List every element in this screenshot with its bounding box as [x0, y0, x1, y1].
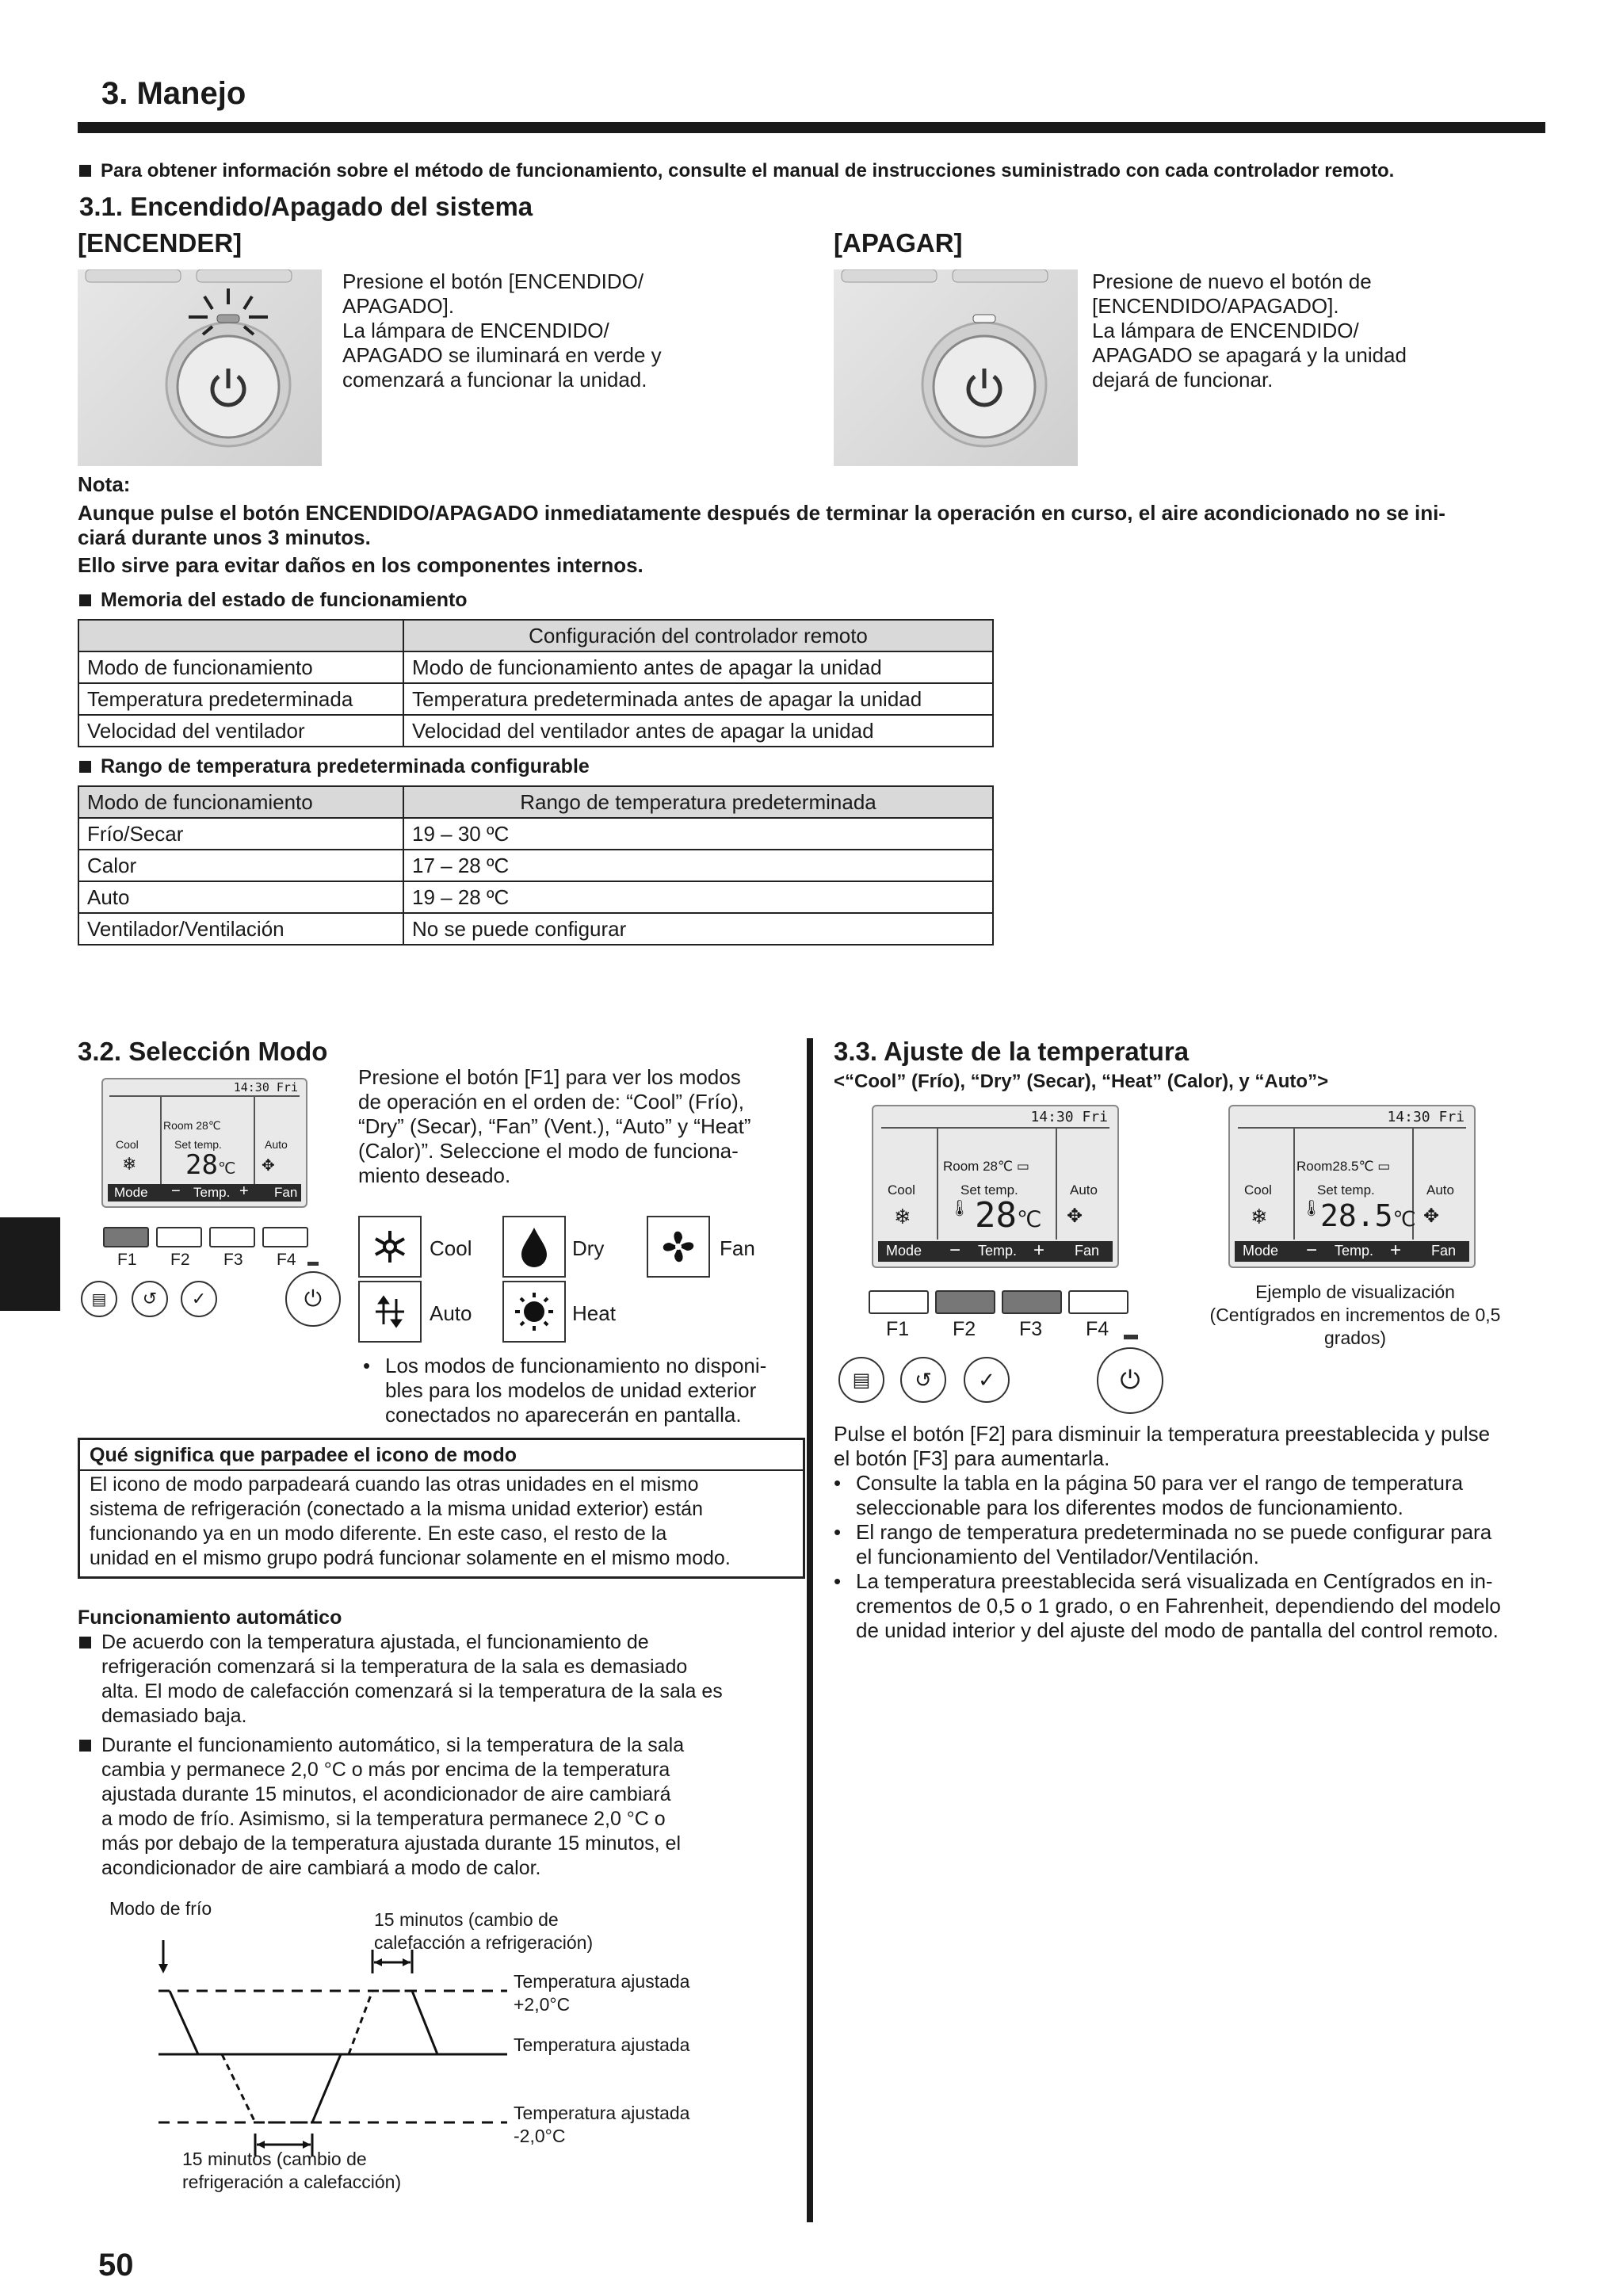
s33-title: 3.3. Ajuste de la temperatura [834, 1037, 1190, 1066]
power-icon: ⏻ [1120, 1366, 1140, 1394]
s32-title: 3.2. Selección Modo [78, 1037, 328, 1066]
auto-title: Funcionamiento automático [78, 1606, 342, 1629]
fan-label: Auto [1070, 1182, 1098, 1198]
heat-icon [502, 1281, 566, 1343]
table-header-row: Configuración del controlador remoto [78, 620, 993, 651]
power-button[interactable] [285, 1271, 341, 1327]
dry-icon [502, 1216, 566, 1278]
range-table [78, 785, 994, 946]
auto-icon [358, 1281, 422, 1343]
table-row: Modo de funcionamiento Modo de funcionamiento antes de apagar la unidad [78, 651, 993, 683]
on-instructions: Presione el botón [ENCENDIDO/ APAGADO]. La lámpara de ENCENDIDO/ APAGADO se iluminará en verde y comenzará a funcionar la unidad. [342, 269, 662, 392]
memory-title: Memoria del estado de funcionamiento [79, 588, 468, 613]
mode-label: Cool [116, 1138, 139, 1151]
example-caption: Ejemplo de visualización (Centígrados en incrementos de 0,5 grados) [1209, 1282, 1501, 1348]
auto-label: Auto [430, 1301, 472, 1325]
f2-button[interactable] [935, 1290, 995, 1314]
table-row: Ventilador/Ventilación No se puede configurar [78, 913, 993, 945]
menu-button[interactable] [81, 1281, 117, 1317]
fan-label-text: Fan [720, 1236, 755, 1260]
cool-icon [358, 1216, 422, 1278]
clock: 14:30 Fri [1387, 1109, 1465, 1125]
s32-description: Presione el botón [F1] para ver los modos de operación en el orden de: “Cool” (Frío), “Dry” (Secar), “Fan” (Vent.), “Auto” y “Heat” (Calor)”. Seleccione el modo de funciona- miento deseado. [358, 1065, 751, 1187]
select-button[interactable] [964, 1357, 1010, 1403]
note: Nota: Aunque pulse el botón ENCENDIDO/APAGADO inmediatamente después de terminar la operación en curso, el aire acondicionado no se ini- ciará durante unos 3 minutos. Ello sirve para evitar daños en los componentes internos. [78, 472, 1445, 577]
table-row: Frío/Secar 19 – 30 ºC [78, 818, 993, 850]
f1-button[interactable] [869, 1290, 929, 1314]
f3-label: F3 [1019, 1318, 1043, 1340]
page-number: 50 [98, 2248, 134, 2283]
f4-button[interactable] [262, 1227, 308, 1247]
minus-label: Temperatura ajustada -2,0°C [514, 2103, 690, 2146]
power-button[interactable] [1097, 1347, 1163, 1414]
f2-label: F2 [170, 1251, 190, 1269]
menu-button[interactable] [838, 1357, 884, 1403]
return-icon: ↺ [142, 1289, 158, 1308]
table-header-row: Modo de funcionamiento Rango de temperatura predeterminada [78, 786, 993, 818]
auto-mode-diagram [143, 1918, 515, 2156]
menu-icon: ▤ [91, 1290, 107, 1308]
fan-auto-icon: ✥ [1423, 1205, 1440, 1227]
set-temp-value: 28℃ [975, 1195, 1042, 1236]
lamp-indicator [1124, 1335, 1138, 1339]
snowflake-icon: ❄ [1251, 1205, 1268, 1228]
auto-bullets: De acuerdo con la temperatura ajustada, el funcionamiento de refrigeración comenzará si la temperatura de la sala es demasiado alta. El modo de calefacción comenzará si la temperatura de la sala es demasiado baja. Durante el funcionamiento automático, si la temperatura de la sala cambia y permanece 2,0 °C o más por encima de la temperatura ajustada durante 15 minutos, el acondicionador de aire cambiará a modo de frío. Asimismo, si la temperatura permanece 2,0 °C o más por debajo de la temperatura ajustada durante 15 minutos, el acondicionador de aire cambiará a modo de calor. [78, 1630, 791, 1881]
fan-auto-icon: ✥ [1067, 1205, 1083, 1227]
menu-icon: ▤ [852, 1369, 871, 1391]
function-bar: Mode − Temp. + Fan [108, 1184, 301, 1201]
fan-label: Auto [1426, 1182, 1454, 1198]
check-icon: ✓ [978, 1367, 995, 1392]
mode-label: Cool [1244, 1182, 1272, 1198]
bottom-note: 15 minutos (cambio de refrigeración a calefacción) [182, 2149, 402, 2192]
return-icon: ↺ [915, 1367, 932, 1392]
off-instructions: Presione de nuevo el botón de [ENCENDIDO/APAGADO]. La lámpara de ENCENDIDO/ APAGADO se apagará y la unidad dejará de funcionar. [1092, 269, 1407, 392]
snowflake-icon: ❄ [894, 1205, 911, 1228]
thermometer-icon: 🌡 [949, 1200, 970, 1217]
f1-label: F1 [886, 1318, 910, 1340]
on-heading: [ENCENDER] [78, 228, 242, 258]
header-rule [78, 122, 1545, 133]
f1-label: F1 [117, 1251, 137, 1269]
set-temp-label: Set temp. [1317, 1182, 1375, 1198]
remote-display-small [101, 1078, 307, 1208]
fan-icon [647, 1216, 710, 1278]
cool-label: Cool [430, 1236, 472, 1260]
set-temp-value: 28.5℃ [1320, 1198, 1416, 1233]
lamp-indicator [307, 1262, 319, 1266]
set-temp-label: Set temp. [960, 1182, 1018, 1198]
s33-subtitle: <“Cool” (Frío), “Dry” (Secar), “Heat” (Calor), y “Auto”> [834, 1071, 1329, 1092]
f3-button[interactable] [1002, 1290, 1062, 1314]
plus-label: Temperatura ajustada +2,0°C [514, 1971, 690, 2015]
intro-text: Para obtener información sobre el método de funcionamiento, consulte el manual de instrucciones suministrado con cada controlador remoto. [79, 159, 1394, 183]
f1-button[interactable] [103, 1227, 149, 1247]
check-icon: ✓ [191, 1289, 207, 1308]
heat-label: Heat [572, 1301, 616, 1325]
room-temp: Room28.5℃ ▭ [1296, 1159, 1391, 1174]
table-row: Auto 19 – 28 ºC [78, 881, 993, 913]
dry-label: Dry [572, 1236, 605, 1260]
f2-button[interactable] [156, 1227, 202, 1247]
table-row: Velocidad del ventilador Velocidad del ventilador antes de apagar la unidad [78, 715, 993, 747]
cool-mode-label: Modo de frío [109, 1898, 212, 1919]
set-temp-value: 28℃ [185, 1149, 236, 1181]
side-tab [0, 1217, 60, 1311]
blink-info-box: Qué significa que parpadee el icono de modo El icono de modo parpadeará cuando las otras unidades en el mismo sistema de refrigeración (conectado a la misma unidad exterior) están funcionando ya en un modo diferente. En este caso, el resto de la unidad en el mismo grupo podrá funcionar solamente en el mismo modo. [78, 1438, 805, 1579]
f2-label: F2 [953, 1318, 976, 1340]
off-button-photo [834, 269, 1078, 466]
fan-auto-icon: ✥ [262, 1157, 275, 1175]
select-button[interactable] [181, 1281, 217, 1317]
memory-table [78, 619, 994, 747]
clock: 14:30 Fri [1030, 1109, 1108, 1125]
room-temp: Room 28℃ [163, 1119, 221, 1132]
set-label: Temperatura ajustada [514, 2034, 690, 2055]
s33-body: Pulse el botón [F2] para disminuir la temperatura preestablecida y pulse el botón [F3] para aumentarla. • Consulte la tabla en la página 50 para ver el rango de temperatura seleccionable para los diferentes modos de funcionamiento. • El rango de temperatura predeterminada no se puede configurar para el funcionamiento del Ventilador/Ventilación. • La temperatura preestablecida será visualizada en Centígrados en in- crementos de 0,5 o 1 grado, o en Fahrenheit, dependiendo del modelo de unidad interior y del ajuste del modo de pantalla del control remoto. [834, 1422, 1501, 1642]
off-heading: [APAGAR] [834, 228, 963, 258]
on-button-photo [78, 269, 322, 466]
power-button-on-illustration [78, 269, 322, 466]
table-row: Temperatura predeterminada Temperatura predeterminada antes de apagar la unidad [78, 683, 993, 715]
function-bar: Mode − Temp. + Fan [1235, 1241, 1469, 1262]
room-temp: Room 28℃ ▭ [943, 1159, 1029, 1174]
thermometer-icon: 🌡 [1301, 1200, 1322, 1217]
f3-label: F3 [223, 1251, 243, 1269]
fan-label: Auto [265, 1138, 288, 1151]
mode-label: Cool [888, 1182, 915, 1198]
power-button-off-illustration [834, 269, 1078, 466]
return-button[interactable] [900, 1357, 946, 1403]
table-row: Calor 17 – 28 ºC [78, 850, 993, 881]
f4-label: F4 [277, 1251, 296, 1269]
remote-display-b [1228, 1105, 1476, 1268]
snowflake-icon: ❄ [122, 1154, 137, 1174]
mode-availability-note: • Los modos de funcionamiento no disponi- bles para los modelos de unidad exterior conectados no aparecerán en pantalla. [363, 1354, 767, 1427]
f4-label: F4 [1086, 1318, 1109, 1340]
top-note: 15 minutos (cambio de calefacción a refrigeración) [374, 1909, 594, 1953]
f4-button[interactable] [1068, 1290, 1128, 1314]
f3-button[interactable] [209, 1227, 255, 1247]
clock: 14:30 Fri [233, 1080, 298, 1095]
section-title: 3. Manejo [101, 76, 246, 111]
column-divider [807, 1038, 813, 2222]
range-title: Rango de temperatura predeterminada configurable [79, 755, 590, 779]
set-temp-label: Set temp. [174, 1138, 222, 1151]
power-icon: ⏻ [304, 1286, 323, 1311]
return-button[interactable] [132, 1281, 168, 1317]
remote-display-a [872, 1105, 1119, 1268]
function-bar: Mode − Temp. + Fan [878, 1241, 1113, 1262]
s31-title: 3.1. Encendido/Apagado del sistema [79, 192, 533, 221]
